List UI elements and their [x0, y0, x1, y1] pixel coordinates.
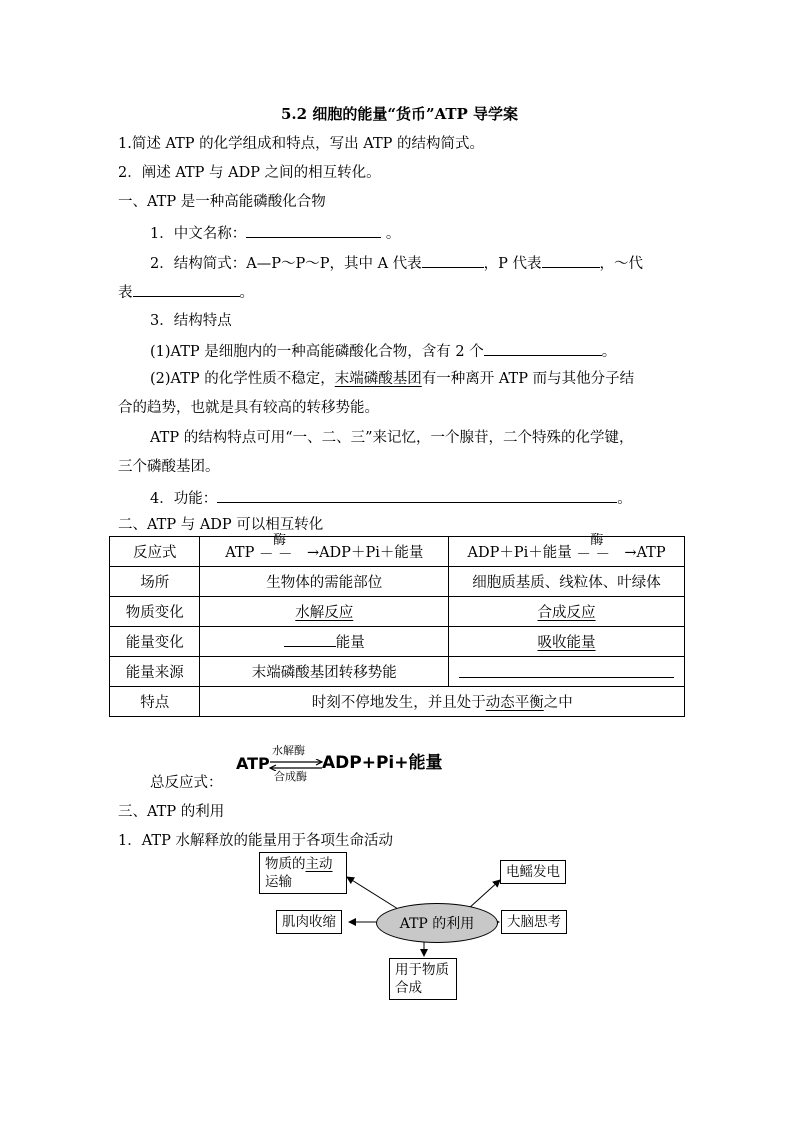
- table-row: [110, 687, 685, 717]
- table-row: [110, 597, 685, 627]
- answer-blank[interactable]: [484, 340, 602, 356]
- paragraph-2: (2)ATP 的化学性质不稳定，末端磷酸基团有一种离开 ATP 而与其他分子结: [150, 371, 635, 387]
- question-1-label: 1．中文名称：: [150, 226, 247, 242]
- arrow-to-eel: [468, 880, 500, 909]
- table-cell: ATP 酶 － － →ADP＋Pi＋能量: [200, 537, 449, 567]
- underlined-term: 末端磷酸基团: [334, 371, 422, 387]
- answer-blank[interactable]: [542, 252, 600, 268]
- question-2-line2: 表 。: [118, 281, 254, 303]
- table-cell: 时刻不停地发生，并且处于动态平衡之中: [200, 687, 685, 717]
- table-cell: 水解反应: [200, 597, 449, 627]
- answer-blank[interactable]: [133, 281, 240, 297]
- table-row: [110, 567, 685, 597]
- enzyme-arrow: 酶 － －: [576, 532, 610, 563]
- box-muscle-contraction: 肌肉收缩: [276, 910, 342, 934]
- table-cell: 特点: [110, 687, 200, 717]
- question-2: 2．结构简式：A—P～P～P，其中 A 代表 ，P 代表 ，～代: [150, 252, 643, 274]
- table-cell: ADP＋Pi＋能量 酶 － － →ATP: [449, 537, 685, 567]
- memory-line-2: 三个磷酸基团。: [118, 459, 220, 475]
- atp-usage-center: ATP 的利用: [376, 903, 498, 943]
- section-3-sub1: 1．ATP 水解释放的能量用于各项生命活动: [118, 833, 393, 849]
- enzyme-synthase-label: 合成酶: [274, 770, 307, 783]
- question-3-label: 3．结构特点: [150, 313, 232, 329]
- table-row: [110, 657, 685, 687]
- table-cell: 细胞质基质、线粒体、叶绿体: [449, 567, 685, 597]
- page-title: 5.2 细胞的能量“货币”ATP 导学案: [281, 105, 519, 123]
- enzyme-hydrolase-label: 水解酶: [272, 744, 305, 757]
- table-row: [110, 537, 685, 567]
- answer-blank[interactable]: [217, 487, 617, 503]
- box-material-synthesis: 用于物质 合成: [389, 958, 457, 1000]
- table-cell: 能量变化: [110, 627, 200, 657]
- table-cell: 生物体的需能部位: [200, 567, 449, 597]
- table-cell: 物质变化: [110, 597, 200, 627]
- table-cell: 末端磷酸基团转移势能: [200, 657, 449, 687]
- enzyme-arrow: 酶 － －: [258, 532, 293, 563]
- memory-line-1: ATP 的结构特点可用“一、二、三”来记忆，一个腺苷，二个特殊的化学键，: [150, 430, 634, 446]
- box-electric-eel: 电鳐发电: [500, 860, 566, 884]
- table-cell: 能量: [200, 627, 449, 657]
- answer-blank[interactable]: [246, 222, 381, 238]
- objective-1: 1.简述 ATP 的化学组成和特点，写出 ATP 的结构简式。: [118, 136, 484, 152]
- equation-right: ADP+Pi+能量: [322, 753, 443, 773]
- answer-blank[interactable]: [459, 662, 674, 678]
- question-1: 1．中文名称： 。: [150, 222, 400, 244]
- box-brain-thinking: 大脑思考: [501, 910, 567, 934]
- question-4: 4．功能： 。: [150, 487, 632, 509]
- conversion-table: [109, 532, 685, 717]
- table-cell: 合成反应: [449, 597, 685, 627]
- section-3-heading: 三、ATP 的利用: [118, 804, 225, 820]
- box-active-transport: 物质的主动 运输: [259, 852, 347, 894]
- answer-blank[interactable]: [284, 631, 336, 647]
- table-cell: 吸收能量: [449, 627, 685, 657]
- table-row: [110, 627, 685, 657]
- section-1-heading: 一、ATP 是一种高能磷酸化合物: [118, 194, 326, 210]
- objective-2: 2．阐述 ATP 与 ADP 之间的相互转化。: [118, 165, 381, 181]
- paragraph-1: (1)ATP 是细胞内的一种高能磷酸化合物，含有 2 个 。: [150, 340, 616, 362]
- table-cell: 反应式: [110, 537, 200, 567]
- table-cell: [449, 657, 685, 687]
- overall-reaction-label: 总反应式：: [150, 775, 223, 791]
- table-cell: 能量来源: [110, 657, 200, 687]
- equation-left: ATP: [236, 754, 270, 773]
- paragraph-2-line2: 合的趋势，也就是具有较高的转移势能。: [118, 400, 379, 416]
- answer-blank[interactable]: [422, 252, 484, 268]
- table-cell: 场所: [110, 567, 200, 597]
- arrow-to-transport: [347, 877, 398, 909]
- section-2-heading: 二、ATP 与 ADP 可以相互转化: [118, 517, 324, 533]
